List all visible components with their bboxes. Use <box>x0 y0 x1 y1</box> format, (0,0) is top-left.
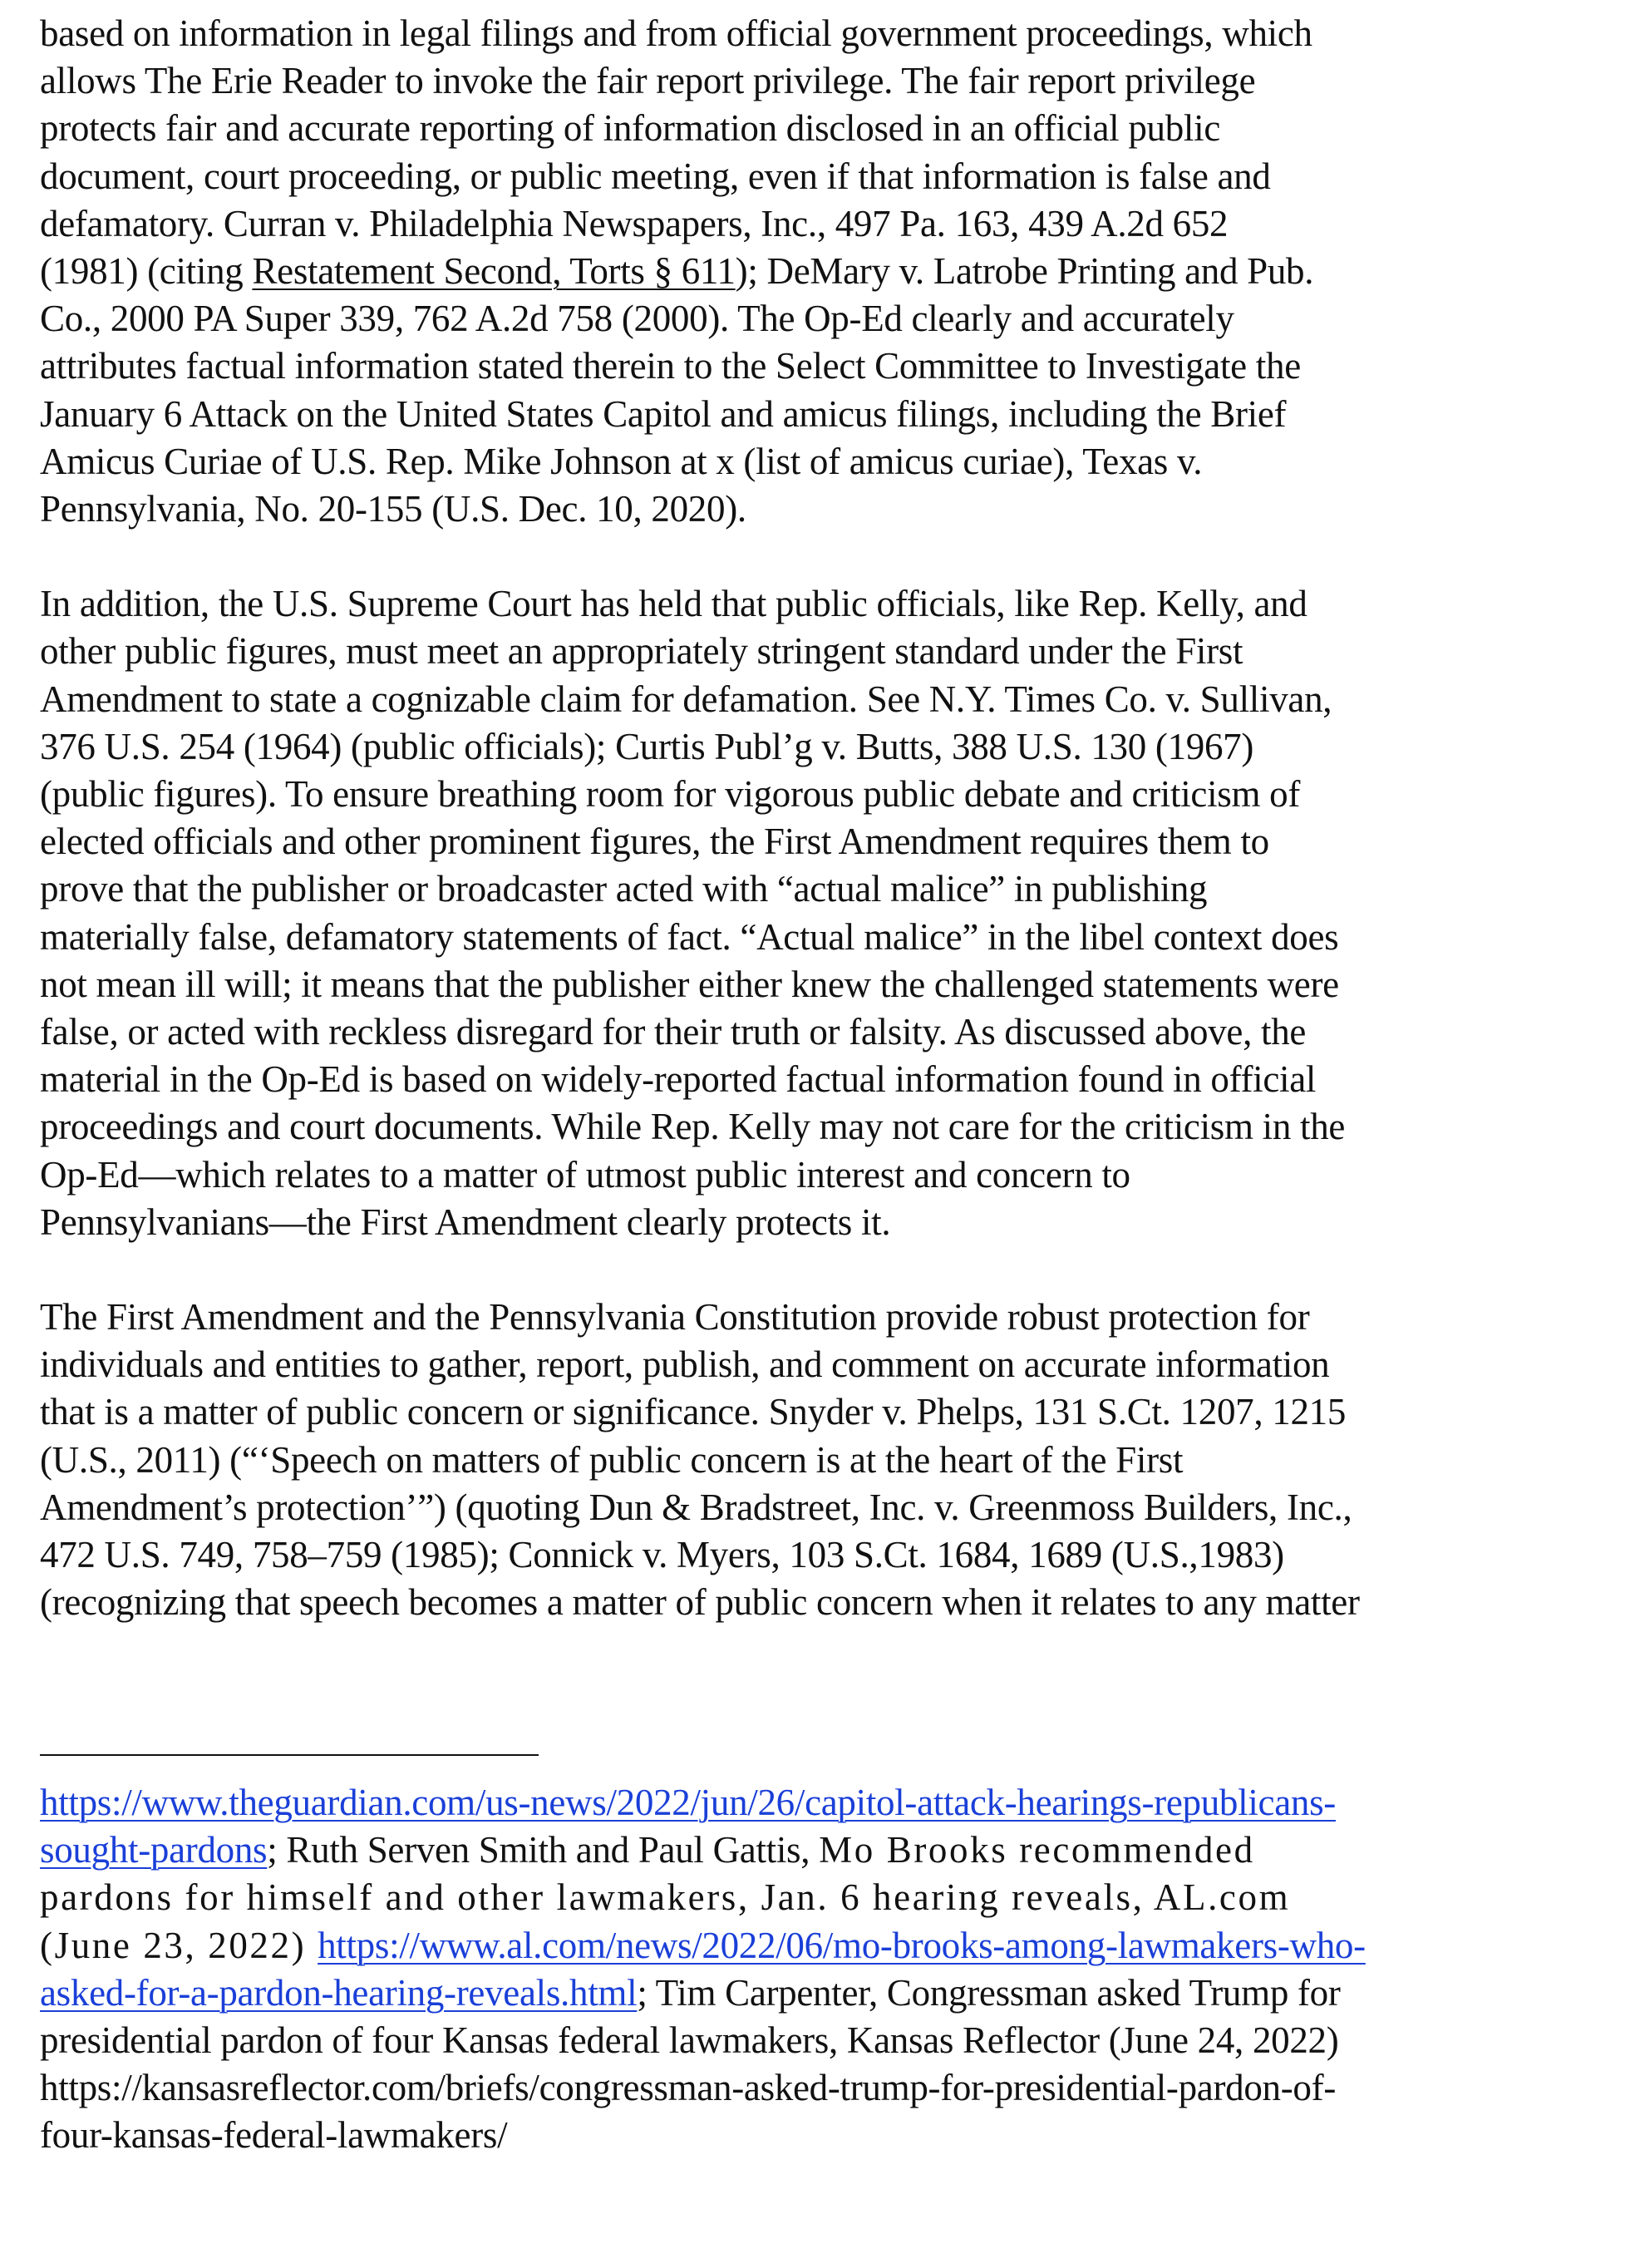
text-run: (U.S., 2011) (“‘Speech on matters of public concern is at the heart of the First <box>40 1438 1184 1481</box>
text-run: document, court proceeding, or public meeting, even if that information is false and <box>40 155 1271 197</box>
citation-italic: Congressman asked Trump for <box>886 1971 1341 2014</box>
citation-italic: DeMary v. Latrobe Printing and Pub. <box>766 249 1314 292</box>
footnote-line <box>40 1874 1603 1921</box>
paragraph-line <box>40 865 1603 913</box>
paragraph-line <box>40 343 1603 390</box>
text-run: four-kansas-federal-lawmakers/ <box>40 2114 508 2157</box>
citation-italic: pardons for himself and other lawmakers, Jan. 6 hearing reveals, <box>40 1876 1145 1919</box>
citation-italic: presidential pardon of four Kansas federal lawmakers, <box>40 2019 838 2061</box>
text-run: ); <box>735 249 767 292</box>
text-run: based on information in legal filings and from official government proceedings, which <box>40 12 1312 54</box>
footnote-line <box>40 2064 1603 2112</box>
hyperlink[interactable]: sought-pardons <box>40 1829 268 1871</box>
paragraph <box>40 10 1603 533</box>
paragraph-line <box>40 961 1603 1008</box>
text-run: Ruth Serven Smith and Paul Gattis, <box>277 1829 820 1871</box>
footnote-line <box>40 1779 1603 1827</box>
paragraph-break <box>40 533 1603 580</box>
hyperlink[interactable]: https://www.theguardian.com/us-news/2022/jun/26/capitol-attack-hearings-republicans- <box>40 1782 1336 1823</box>
text-run: AL.com <box>1144 1876 1291 1919</box>
citation-italic: Pennsylvania <box>40 487 237 530</box>
text-run: Tim Carpenter, <box>647 1971 887 2014</box>
text-run: (1981) (citing <box>40 249 253 292</box>
paragraph-line <box>40 1151 1603 1199</box>
footnote-line <box>40 1922 1603 1970</box>
text-run: 376 U.S. 254 (1964) (public officials); <box>40 725 616 767</box>
text-run: , No. 20-155 (U.S. Dec. 10, 2020). <box>236 487 746 530</box>
footnote-separator <box>40 1754 539 1756</box>
text-run: , 103 S.Ct. 1684, 1689 (U.S.,1983) <box>771 1534 1284 1575</box>
paragraph-line <box>40 914 1603 961</box>
text-run: ) <box>1326 2019 1339 2061</box>
text-run: elected officials and other prominent figures, the First Amendment requires them to <box>40 821 1269 863</box>
paragraph-line <box>40 1579 1603 1626</box>
paragraph-line <box>40 486 1603 533</box>
paragraph-line <box>40 1341 1603 1388</box>
text-run: , 388 U.S. 130 (1967) <box>933 725 1254 767</box>
text-run: material in the Op-Ed is based on widely-reported factual information found in official <box>40 1058 1317 1101</box>
paragraph-line <box>40 818 1603 865</box>
citation-underlined: Restatement Second, Torts § 611 <box>252 249 736 292</box>
paragraph-line <box>40 580 1603 628</box>
paragraph-line <box>40 1056 1603 1103</box>
paragraph <box>40 1294 1603 1626</box>
paragraph-line <box>40 628 1603 675</box>
citation-italic: Curran v. Philadelphia Newspapers, Inc. <box>223 202 817 244</box>
footnote-line <box>40 1970 1603 2017</box>
text-run: Kansas Reflector <box>837 2019 1109 2061</box>
paragraph-break <box>40 1246 1603 1294</box>
paragraph-line <box>40 1531 1603 1579</box>
text-run: (June 23, 2022) <box>40 1924 318 1966</box>
text-run: individuals and entities to gather, report, publish, and comment on accurate information <box>40 1344 1330 1386</box>
paragraph-line <box>40 771 1603 818</box>
paragraph-line <box>40 391 1603 438</box>
text-run: (public figures). To ensure breathing room for vigorous public debate and criticism of <box>40 773 1301 815</box>
text-run: Op-Ed—which relates to a matter of utmost public interest and concern to <box>40 1153 1130 1196</box>
citation-italic: Mo Brooks recommended <box>819 1829 1255 1871</box>
text-run: ; <box>637 1971 648 2014</box>
text-run: In addition, the U.S. Supreme Court has held that public officials, like Rep. Kelly, and <box>40 583 1307 625</box>
text-run: Amendment’s protection’”) (quoting <box>40 1486 589 1528</box>
paragraph-line <box>40 676 1603 723</box>
text-run: not mean ill will; it means that the publisher either knew the challenged statements were <box>40 963 1339 1005</box>
hyperlink[interactable]: https://www.al.com/news/2022/06/mo-brooks-among-lawmakers-who- <box>318 1924 1366 1966</box>
paragraph-line <box>40 1388 1603 1436</box>
paragraph-line <box>40 723 1603 771</box>
paragraph-line <box>40 295 1603 343</box>
paragraph-line <box>40 1294 1603 1341</box>
citation-italic: Snyder v. Phelps <box>768 1391 1015 1433</box>
text-run: , 131 S.Ct. 1207, 1215 <box>1014 1391 1347 1433</box>
citation-italic: Co. <box>40 298 92 340</box>
text-run: defamatory. <box>40 202 224 244</box>
text-run: materially false, defamatory statements of fact. “Actual malice” in the libel context does <box>40 915 1339 958</box>
footnote-line <box>40 2017 1603 2064</box>
footnote-line <box>40 2112 1603 2159</box>
citation-italic: Curtis Publ’g v. Butts <box>615 725 934 767</box>
hyperlink[interactable]: asked-for-a-pardon-hearing-reveals.html <box>40 1971 638 2014</box>
paragraph-line <box>40 153 1603 200</box>
citation-italic: (June 24, 2022 <box>1108 2019 1327 2061</box>
paragraph-line <box>40 105 1603 152</box>
footnote <box>40 1779 1603 2160</box>
text-run: ., <box>1333 1486 1352 1528</box>
text-run: allows The Erie Reader to invoke the fair report privilege. The fair report privilege <box>40 60 1256 102</box>
paragraph-line <box>40 10 1603 57</box>
paragraph-line <box>40 1008 1603 1056</box>
text-run: 472 U.S. 749, 758–759 (1985); <box>40 1534 509 1575</box>
text-run: other public figures, must meet an appropriately stringent standard under the First <box>40 630 1243 673</box>
paragraph-line <box>40 1484 1603 1531</box>
citation-italic: Connick v. Myers <box>508 1534 771 1575</box>
text-run: https://kansasreflector.com/briefs/congressman-asked-trump-for-presidential-pardon-of- <box>40 2067 1337 2109</box>
paragraph-line <box>40 1199 1603 1246</box>
citation-italic: See N.Y. Times Co. v. Sullivan <box>866 678 1323 720</box>
paragraph-line <box>40 1103 1603 1151</box>
paragraph-line <box>40 200 1603 248</box>
text-run: prove that the publisher or broadcaster acted with “actual malice” in publishing <box>40 868 1208 910</box>
paragraph-line <box>40 1437 1603 1484</box>
body-text <box>40 10 1603 1626</box>
text-run: that is a matter of public concern or significance. <box>40 1391 769 1433</box>
text-run: Amendment to state a cognizable claim for defamation. <box>40 678 867 720</box>
text-run: Amicus Curiae of U.S. Rep. Mike Johnson at x (list of amicus curiae), <box>40 440 1083 482</box>
text-run: , 2000 PA Super 339, 762 A.2d 758 (2000). The Op-Ed clearly and accurately <box>91 298 1234 340</box>
text-run: attributes factual information stated therein to the Select Committee to Investigate the <box>40 345 1301 387</box>
footnote-line <box>40 1827 1603 1874</box>
text-run: , <box>1322 678 1332 720</box>
citation-italic: Texas v. <box>1082 440 1203 482</box>
text-run: (recognizing that speech becomes a matter of public concern when it relates to any matter <box>40 1581 1360 1624</box>
text-run: protects fair and accurate reporting of information disclosed in an official public <box>40 107 1221 150</box>
paragraph-line <box>40 57 1603 105</box>
paragraph <box>40 580 1603 1246</box>
citation-italic: Dun & Bradstreet, Inc. v. Greenmoss Builders, Inc <box>588 1486 1334 1528</box>
text-run: The First Amendment and the Pennsylvania Constitution provide robust protection for <box>40 1296 1310 1339</box>
paragraph-line <box>40 248 1603 295</box>
paragraph-line <box>40 438 1603 486</box>
text-run: proceedings and court documents. While Rep. Kelly may not care for the criticism in the <box>40 1106 1346 1148</box>
text-run: January 6 Attack on the United States Capitol and amicus filings, including the Brief <box>40 392 1287 435</box>
text-run: ; <box>267 1829 278 1871</box>
text-run: false, or acted with reckless disregard for their truth or falsity. As discussed above, the <box>40 1010 1307 1053</box>
text-run: , 497 Pa. 163, 439 A.2d 652 <box>816 202 1229 244</box>
text-run: Pennsylvanians—the First Amendment clearly protects it. <box>40 1201 891 1243</box>
